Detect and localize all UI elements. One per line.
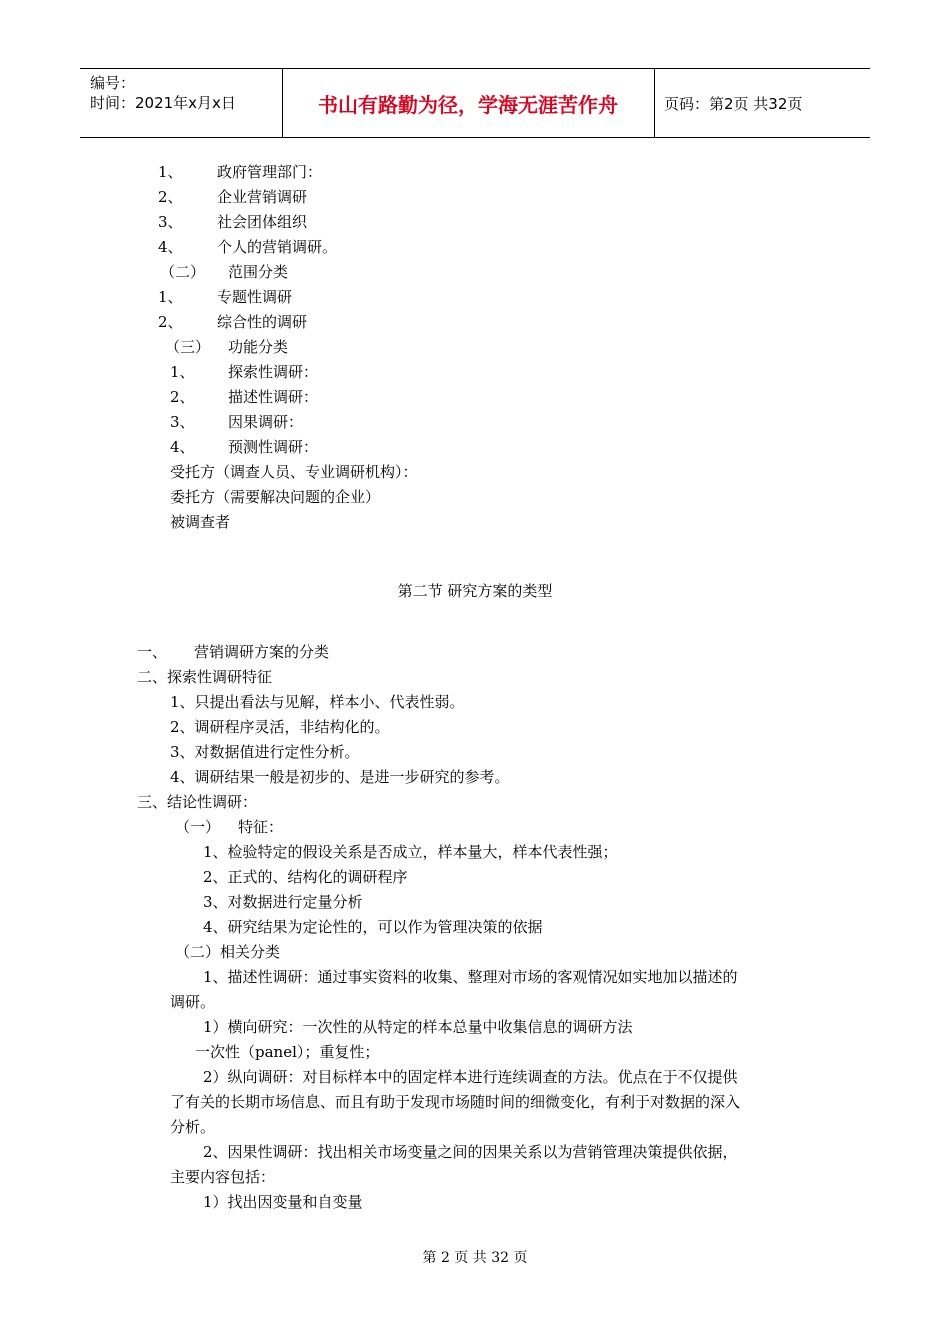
- body-line: 分析。: [170, 1118, 216, 1136]
- body-line: 2、调研程序灵活，非结构化的。: [170, 718, 390, 736]
- body-line: 2、因果性调研：找出相关市场变量之间的因果关系以为营销管理决策提供依据，: [203, 1143, 738, 1161]
- body-line: （一） 特征：: [175, 818, 284, 836]
- header-info: [90, 73, 236, 113]
- body-line: 1、只提出看法与见解，样本小、代表性弱。: [170, 693, 465, 711]
- body-line: 二、探索性调研特征: [137, 668, 273, 686]
- header-divider: [654, 69, 655, 137]
- page-footer: 第 2 页 共 32 页: [422, 1250, 528, 1266]
- list-item: 2、 企业营销调研: [158, 188, 308, 206]
- list-item: 3、 因果调研：: [170, 413, 304, 431]
- header-motto: 书山有路勤为径，学海无涯苦作舟: [318, 93, 618, 117]
- body-line: 1）找出因变量和自变量: [203, 1193, 363, 1211]
- body-line: 2、正式的、结构化的调研程序: [203, 868, 408, 886]
- list-item: 受托方（调查人员、专业调研机构）：: [170, 463, 418, 481]
- list-item: 3、 社会团体组织: [158, 213, 308, 231]
- list-item: 2、 综合性的调研: [158, 313, 308, 331]
- body-line: 4、研究结果为定论性的，可以作为管理决策的依据: [203, 918, 543, 936]
- header-number: 编号：: [90, 74, 136, 92]
- body-line: 调研。: [170, 993, 216, 1011]
- body-line: 主要内容包括：: [170, 1168, 276, 1186]
- list-item: 被调查者: [170, 513, 231, 531]
- header-date: 时间：2021年x月x日: [90, 94, 236, 112]
- page-header: [80, 68, 870, 138]
- body-line: 一次性（panel）；重复性；: [195, 1043, 380, 1061]
- list-item: 4、 预测性调研：: [170, 438, 319, 456]
- list-item: （二） 范围分类: [160, 263, 289, 281]
- body-line: 1、描述性调研：通过事实资料的收集、整理对市场的客观情况如实地加以描述的: [203, 968, 738, 986]
- body-line: （二）相关分类: [175, 943, 281, 961]
- section-title: 第二节 研究方案的类型: [397, 582, 553, 600]
- list-item: 1、 专题性调研: [158, 288, 293, 306]
- list-item: （三） 功能分类: [165, 338, 289, 356]
- body-line: 三、结论性调研：: [137, 793, 258, 811]
- body-line: 3、对数据值进行定性分析。: [170, 743, 360, 761]
- body-line: 3、对数据进行定量分析: [203, 893, 363, 911]
- body-line: 一、 营销调研方案的分类: [137, 643, 330, 661]
- list-item: 4、 个人的营销调研。: [158, 238, 338, 256]
- body-line: 2）纵向调研：对目标样本中的固定样本进行连续调查的方法。优点在于不仅提供: [203, 1068, 738, 1086]
- list-item: 1、 政府管理部门：: [158, 163, 323, 181]
- list-item: 1、 探索性调研：: [170, 363, 319, 381]
- body-line: 4、调研结果一般是初步的、是进一步研究的参考。: [170, 768, 510, 786]
- list-item: 2、 描述性调研：: [170, 388, 319, 406]
- body-line: 1）横向研究：一次性的从特定的样本总量中收集信息的调研方法: [203, 1018, 633, 1036]
- header-page-number: 页码：第2页 共32页: [664, 95, 803, 113]
- body-line: 了有关的长期市场信息、而且有助于发现市场随时间的细微变化，有利于对数据的深入: [170, 1093, 741, 1111]
- list-item: 委托方（需要解决问题的企业）: [170, 488, 381, 506]
- body-line: 1、检验特定的假设关系是否成立，样本量大，样本代表性强；: [203, 843, 618, 861]
